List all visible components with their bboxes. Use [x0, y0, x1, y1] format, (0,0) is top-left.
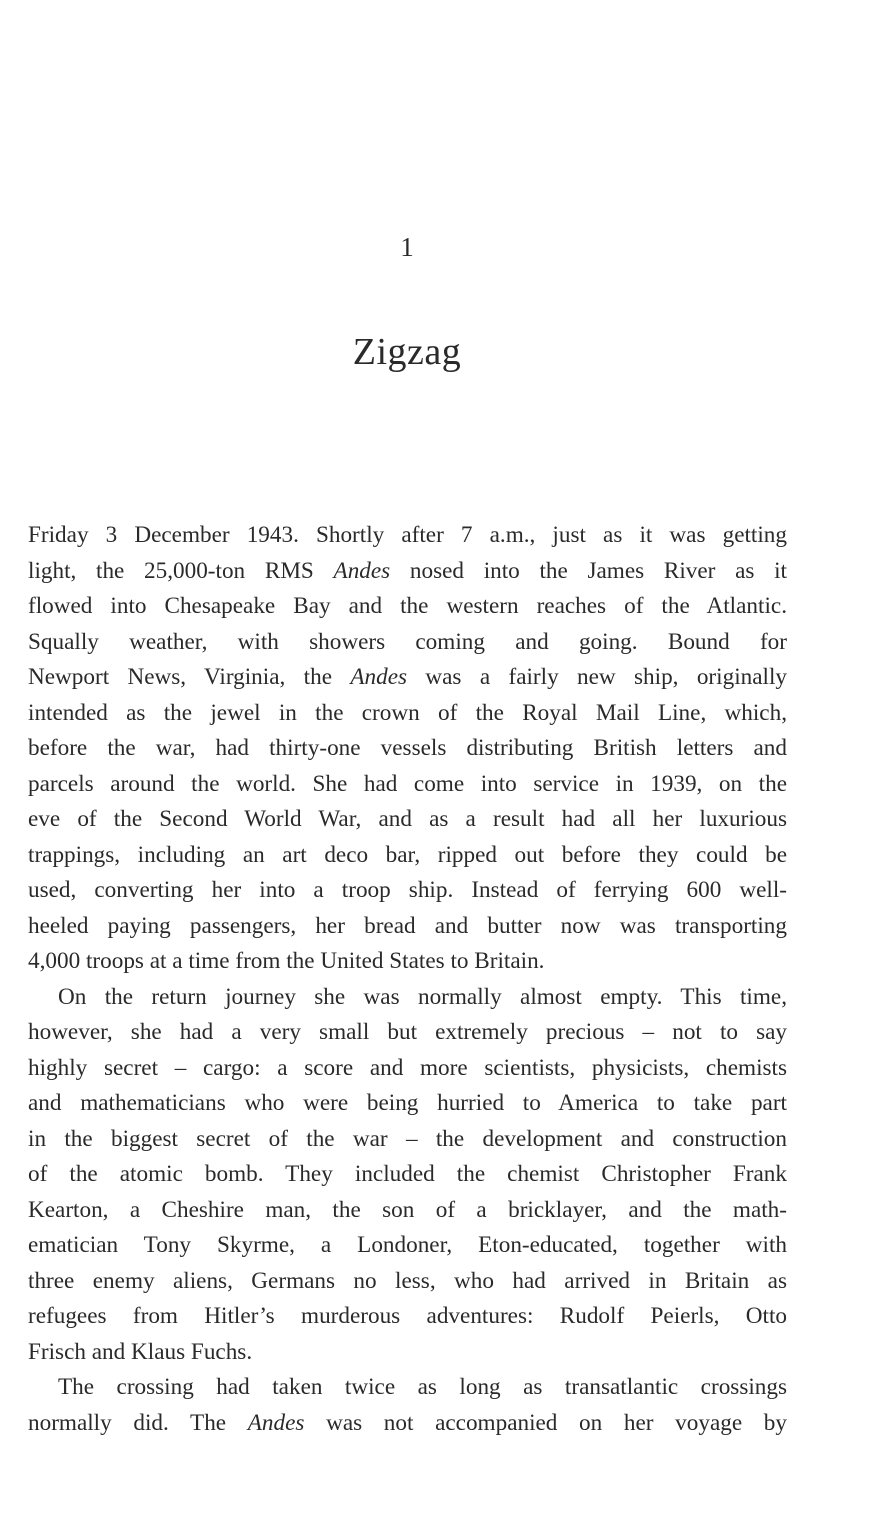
paragraph: [28, 1370, 787, 1441]
italic-text: Andes: [333, 557, 391, 584]
text-line: [28, 696, 787, 732]
text-span: 4,000 troops at a time from the United States to Britain.: [28, 948, 545, 974]
text-span: was a fairly new ship, originally: [407, 664, 788, 690]
text-line: [28, 838, 787, 874]
text-line: [28, 1015, 787, 1051]
paragraph: [28, 518, 787, 980]
text-span: ematician Tony Skyrme, a Londoner, Eton-educated, together with: [28, 1232, 787, 1258]
chapter-title: Zigzag: [352, 331, 462, 373]
text-span: Kearton, a Cheshire man, the son of a bricklayer, and the math-: [28, 1196, 787, 1223]
text-span: Squally weather, with showers coming and going. Bound for: [28, 628, 787, 655]
text-span: however, she had a very small but extremely precious – not to say: [28, 1019, 787, 1045]
text-span: refugees from Hitler’s murderous adventures: Rudolf Peierls, Otto: [28, 1303, 787, 1329]
text-line: [28, 767, 787, 803]
text-line: [28, 731, 787, 767]
text-span: highly secret – cargo: a score and more scientists, physicists, chemists: [28, 1054, 787, 1081]
text-line: [28, 802, 787, 838]
text-span: nosed into the James River as it: [390, 557, 787, 584]
text-line: [28, 1370, 787, 1406]
text-span: Newport News, Virginia, the: [28, 664, 351, 690]
text-line: [28, 980, 787, 1016]
text-span: intended as the jewel in the crown of the Royal Mail Line, which,: [28, 699, 787, 726]
text-span: parcels around the world. She had come into service in 1939, on the: [28, 770, 787, 797]
text-line: [28, 873, 787, 909]
italic-text: Andes: [350, 664, 408, 690]
text-span: before the war, had thirty-one vessels distributing British letters and: [28, 735, 787, 761]
text-span: Frisch and Klaus Fuchs.: [28, 1338, 253, 1365]
text-span: eve of the Second World War, and as a result had all her luxurious: [28, 806, 787, 832]
text-line: [28, 660, 787, 696]
text-span: and mathematicians who were being hurried to America to take part: [28, 1090, 787, 1116]
text-span: light, the 25,000-ton RMS: [28, 557, 334, 584]
text-line: [28, 1335, 787, 1371]
text-line: [28, 1299, 787, 1335]
text-span: flowed into Chesapeake Bay and the western reaches of the Atlantic.: [28, 593, 787, 619]
text-line: [28, 1228, 787, 1264]
text-line: [28, 589, 787, 625]
text-line: [28, 554, 787, 590]
text-line: [28, 518, 787, 554]
text-line: [28, 1122, 787, 1158]
chapter-number: 1: [400, 232, 414, 262]
text-span: The crossing had taken twice as long as transatlantic crossings: [58, 1374, 787, 1400]
text-span: in the biggest secret of the war – the development and construction: [28, 1125, 787, 1152]
text-span: normally did. The: [28, 1409, 248, 1436]
text-line: [28, 1264, 787, 1300]
text-span: trappings, including an art deco bar, ripped out before they could be: [28, 841, 787, 868]
text-span: Friday 3 December 1943. Shortly after 7 a.m., just as it was getting: [28, 522, 787, 548]
body-text: [28, 518, 787, 1441]
text-line: [28, 1406, 787, 1442]
paragraph: [28, 980, 787, 1371]
text-span: of the atomic bomb. They included the chemist Christopher Frank: [28, 1161, 787, 1187]
text-line: [28, 944, 787, 980]
text-line: [28, 909, 787, 945]
text-line: [28, 1086, 787, 1122]
text-span: three enemy aliens, Germans no less, who had arrived in Britain as: [28, 1267, 787, 1294]
text-span: On the return journey she was normally almost empty. This time,: [58, 983, 787, 1010]
text-span: was not accompanied on her voyage by: [304, 1409, 787, 1436]
text-span: heeled paying passengers, her bread and butter now was transporting: [28, 912, 787, 939]
text-line: [28, 1193, 787, 1229]
text-line: [28, 1051, 787, 1087]
text-line: [28, 625, 787, 661]
text-line: [28, 1157, 787, 1193]
text-span: used, converting her into a troop ship. Instead of ferrying 600 well-: [28, 877, 787, 903]
italic-text: Andes: [247, 1409, 305, 1436]
